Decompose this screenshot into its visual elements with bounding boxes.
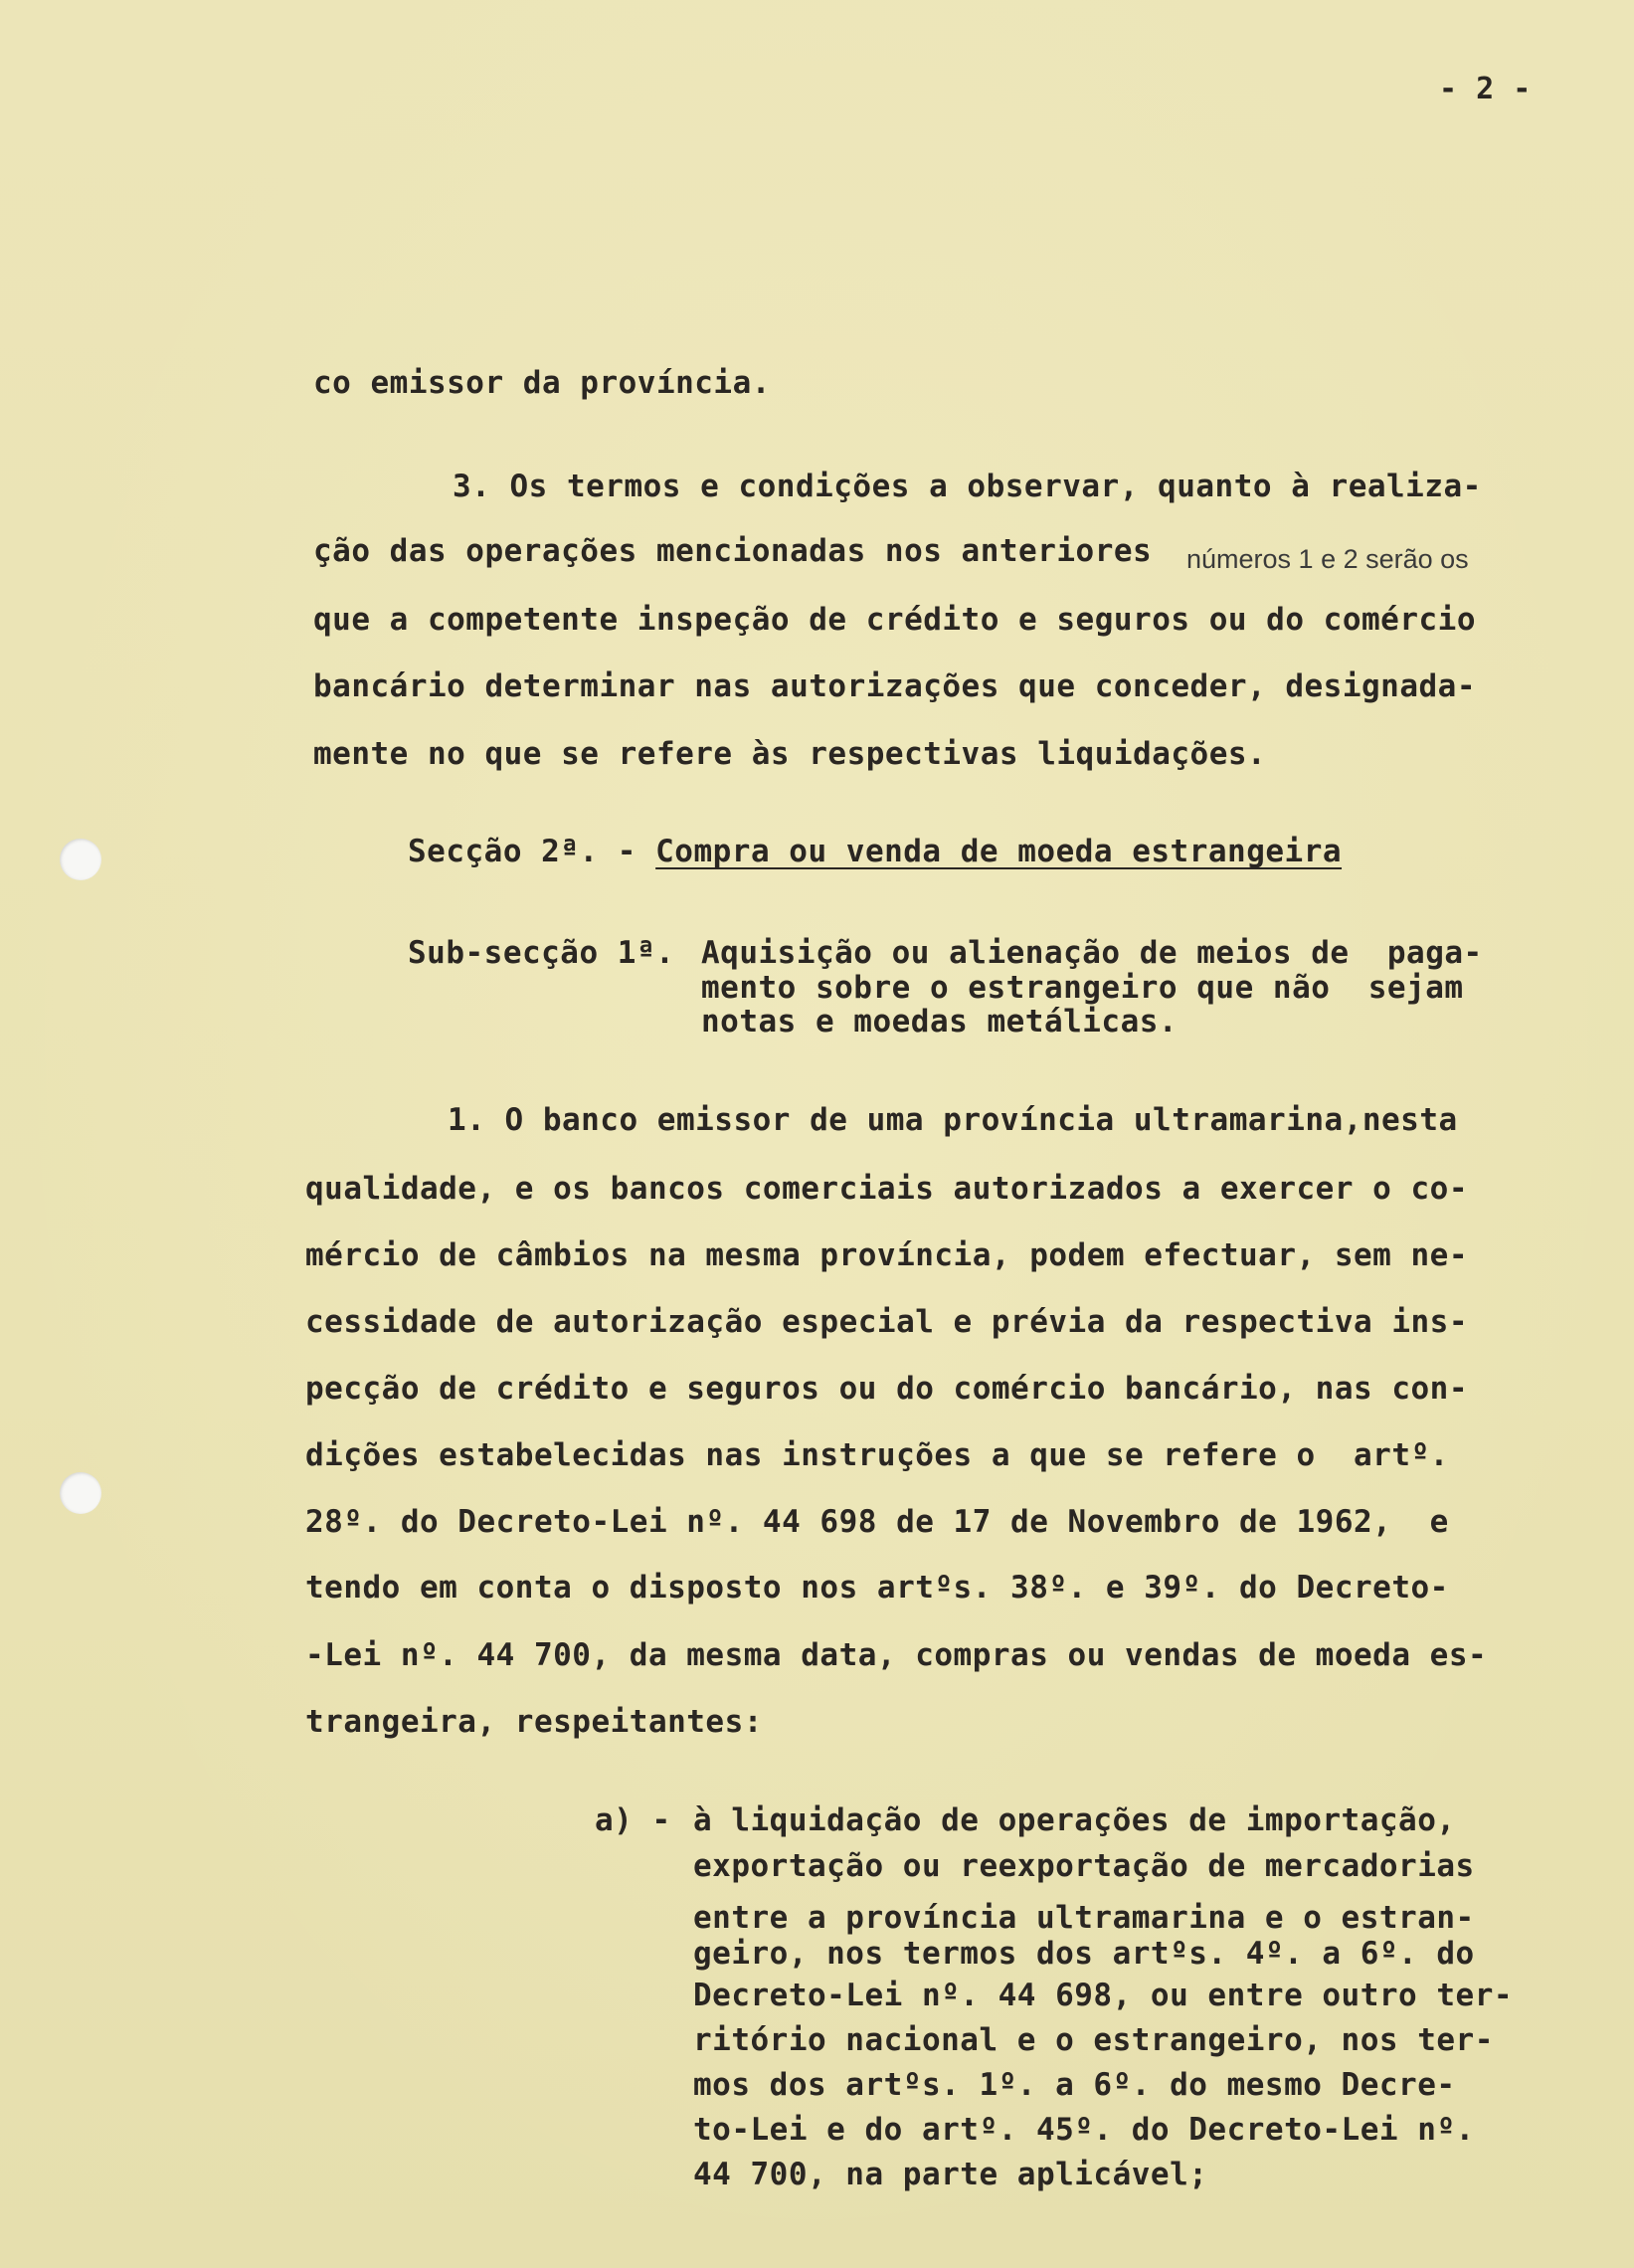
paragraph-3-line-1: 3. Os termos e condições a observar, quanto à realiza-: [453, 469, 1482, 504]
paragraph-1-line-9: -Lei nº. 44 700, da mesma data, compras ou vendas de moeda es-: [305, 1637, 1488, 1673]
section-heading-title: Compra ou venda de moeda estrangeira: [655, 834, 1343, 869]
paragraph-1-line-8: tendo em conta o disposto nos artºs. 38º. e 39º. do Decreto-: [305, 1570, 1449, 1606]
item-a-line-8: to-Lei e do artº. 45º. do Decreto-Lei nº.: [693, 2112, 1475, 2148]
paragraph-1-line-6: dições estabelecidas nas instruções a que se refere o artº.: [305, 1437, 1449, 1473]
paragraph-1-line-7: 28º. do Decreto-Lei nº. 44 698 de 17 de Novembro de 1962, e: [305, 1504, 1449, 1540]
paragraph-3-line-2: ção das operações mencionadas nos anteriores: [313, 533, 1153, 569]
paragraph-3-line-3: que a competente inspeção de crédito e seguros ou do comércio: [313, 602, 1476, 638]
paragraph-3-inserted-text: números 1 e 2 serão os: [1186, 544, 1469, 574]
punch-hole-lower: [60, 1472, 101, 1514]
item-a-line-2: exportação ou reexportação de mercadorias: [693, 1848, 1475, 1884]
item-a-line-6: ritório nacional e o estrangeiro, nos ter-: [693, 2022, 1494, 2058]
section-heading-label: Secção 2ª. -: [408, 834, 636, 869]
page-number: - 2 -: [1439, 72, 1532, 106]
paragraph-1-line-10: trangeira, respeitantes:: [305, 1704, 763, 1740]
item-a-line-1: à liquidação de operações de importação,: [693, 1802, 1456, 1838]
subsection-heading-title-line-1: Aquisição ou alienação de meios de paga-: [701, 935, 1483, 971]
item-a-line-3: entre a província ultramarina e o estran-: [693, 1900, 1475, 1936]
paragraph-3-line-4: bancário determinar nas autorizações que conceder, designada-: [313, 668, 1476, 704]
intro-line: co emissor da província.: [313, 365, 771, 401]
item-a-line-9: 44 700, na parte aplicável;: [693, 2157, 1208, 2192]
item-a-marker: a) -: [595, 1802, 671, 1838]
paragraph-3-line-5: mente no que se refere às respectivas liquidações.: [313, 736, 1267, 772]
paragraph-1-line-4: cessidade de autorização especial e prévia da respectiva ins-: [305, 1304, 1468, 1340]
item-a-line-4: geiro, nos termos dos artºs. 4º. a 6º. do: [693, 1936, 1475, 1972]
paragraph-1-line-2: qualidade, e os bancos comerciais autorizados a exercer o co-: [305, 1171, 1468, 1207]
paragraph-1-line-3: mércio de câmbios na mesma província, podem efectuar, sem ne-: [305, 1237, 1468, 1273]
paragraph-1-line-1: 1. O banco emissor de uma província ultramarina,nesta: [448, 1102, 1458, 1138]
subsection-heading-label: Sub-secção 1ª.: [408, 935, 675, 971]
item-a-line-5: Decreto-Lei nº. 44 698, ou entre outro ter-: [693, 1978, 1514, 2013]
item-a-line-7: mos dos artºs. 1º. a 6º. do mesmo Decre-: [693, 2067, 1456, 2103]
paragraph-1-line-5: pecção de crédito e seguros ou do comércio bancário, nas con-: [305, 1371, 1468, 1407]
punch-hole-upper: [60, 839, 101, 880]
subsection-heading-title-line-2: mento sobre o estrangeiro que não sejam: [701, 970, 1464, 1006]
subsection-heading-title-line-3: notas e moedas metálicas.: [701, 1004, 1179, 1040]
section-heading: [408, 834, 1342, 869]
